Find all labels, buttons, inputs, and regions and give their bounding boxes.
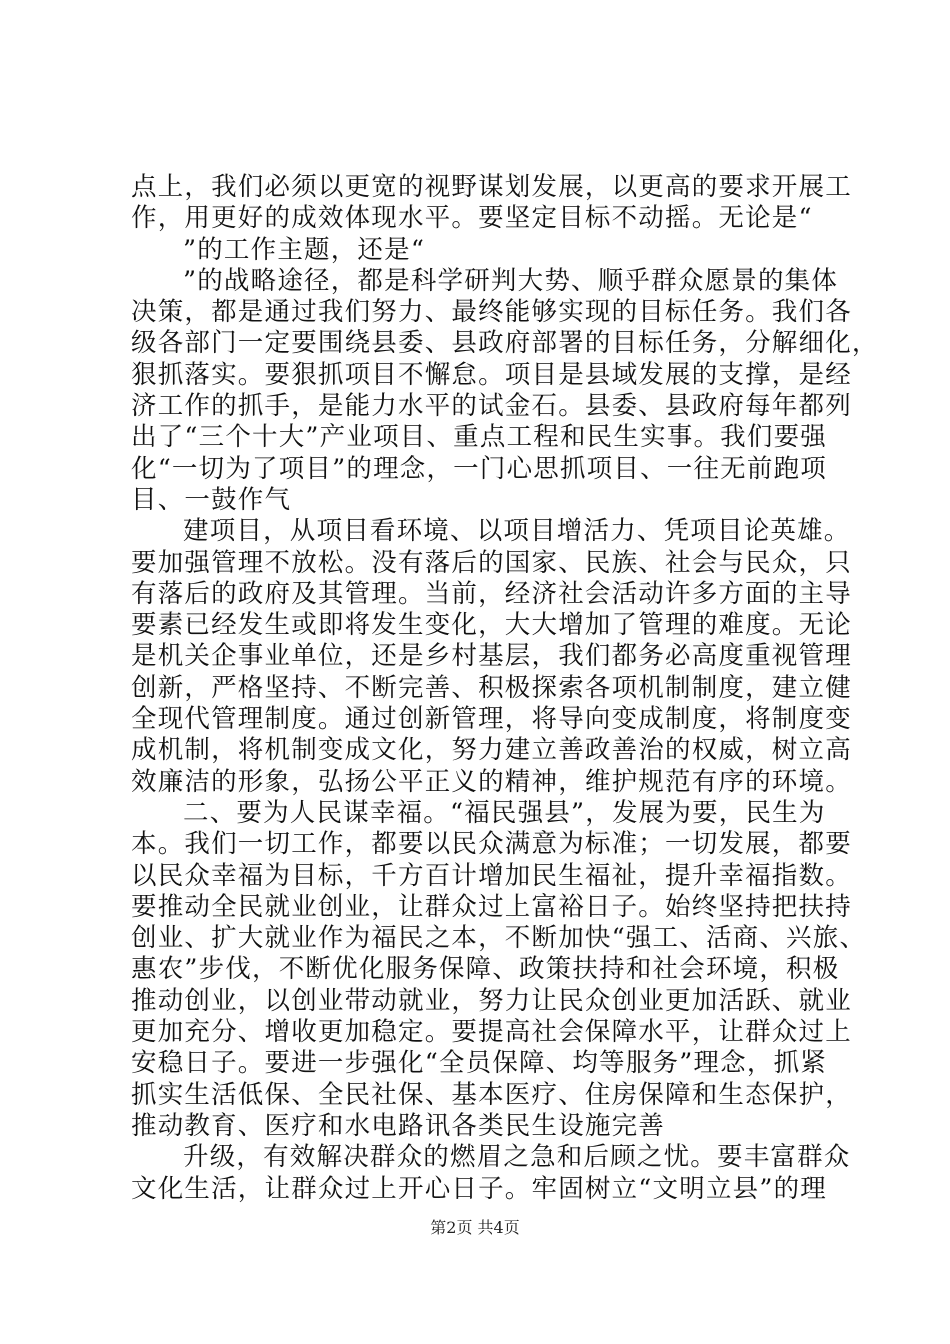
- text-line: 化“一切为了项目”的理念，一门心思抓项目、一往无前跑项: [131, 453, 827, 484]
- text-line: 要推动全民就业创业，让群众过上富裕日子。始终坚持把扶持: [131, 891, 852, 922]
- text-line: 成机制，将机制变成文化，努力建立善政善治的权威，树立高: [131, 735, 852, 766]
- text-line: ”的战略途径，都是科学研判大势、顺乎群众愿景的集体: [183, 265, 839, 296]
- text-line: 全现代管理制度。通过创新管理，将导向变成制度，将制度变: [131, 704, 852, 735]
- text-line: 目、一鼓作气: [131, 484, 292, 515]
- text-line: 以民众幸福为目标，千方百计增加民生福祉，提升幸福指数。: [131, 860, 852, 891]
- text-line: 狠抓落实。要狠抓项目不懈怠。项目是县域发展的支撑，是经: [131, 359, 852, 390]
- text-line: 惠农”步伐，不断优化服务保障、政策扶持和社会环境，积极: [131, 954, 840, 985]
- text-line: 有落后的政府及其管理。当前，经济社会活动许多方面的主导: [131, 578, 852, 609]
- text-line: 升级，有效解决群众的燃眉之急和后顾之忧。要丰富群众: [183, 1142, 851, 1173]
- text-line: 本。我们一切工作，都要以民众满意为标准；一切发展，都要: [131, 829, 852, 860]
- body-text: [131, 172, 879, 1205]
- text-line: 出了“三个十大”产业项目、重点工程和民生实事。我们要强: [131, 422, 827, 453]
- text-line: 是机关企事业单位，还是乡村基层，我们都务必高度重视管理: [131, 641, 852, 672]
- text-line: 安稳日子。要进一步强化“全员保障、均等服务”理念，抓紧: [131, 1048, 827, 1079]
- text-line: 更加充分、增收更加稳定。要提高社会保障水平，让群众过上: [131, 1017, 852, 1048]
- text-line: 推动创业，以创业带动就业，努力让民众创业更加活跃、就业: [131, 985, 852, 1016]
- text-line: ”的工作主题，还是“: [183, 234, 426, 265]
- text-line: 推动教育、医疗和水电路讯各类民生设施完善: [131, 1110, 666, 1141]
- text-line: 要加强管理不放松。没有落后的国家、民族、社会与民众，只: [131, 547, 852, 578]
- text-line: 点上，我们必须以更宽的视野谋划发展，以更高的要求开展工: [131, 172, 852, 202]
- text-line: 级各部门一定要围绕县委、县政府部署的目标任务，分解细化，: [131, 328, 879, 359]
- text-line: 作，用更好的成效体现水平。要坚定目标不动摇。无论是“: [131, 203, 813, 234]
- text-line: 要素已经发生或即将发生变化，大大增加了管理的难度。无论: [131, 610, 852, 641]
- text-line: 创业、扩大就业作为福民之本，不断加快“强工、活商、兴旅、: [131, 923, 867, 954]
- text-line: 文化生活，让群众过上开心日子。牢固树立“文明立县”的理: [131, 1173, 827, 1204]
- text-line: 建项目，从项目看环境、以项目增活力、凭项目论英雄。: [183, 516, 851, 547]
- page-footer: 第2页 共4页: [430, 1218, 520, 1237]
- text-line: 抓实生活低保、全民社保、基本医疗、住房保障和生态保护，: [131, 1079, 852, 1110]
- text-line: 济工作的抓手，是能力水平的试金石。县委、县政府每年都列: [131, 391, 852, 422]
- text-line: 决策，都是通过我们努力、最终能够实现的目标任务。我们各: [131, 297, 852, 328]
- text-line: 创新，严格坚持、不断完善、积极探索各项机制制度，建立健: [131, 672, 852, 703]
- text-line: 二、要为人民谋幸福。“福民强县”，发展为要，民生为: [183, 797, 826, 828]
- text-line: 效廉洁的形象，弘扬公平正义的精神，维护规范有序的环境。: [131, 766, 852, 797]
